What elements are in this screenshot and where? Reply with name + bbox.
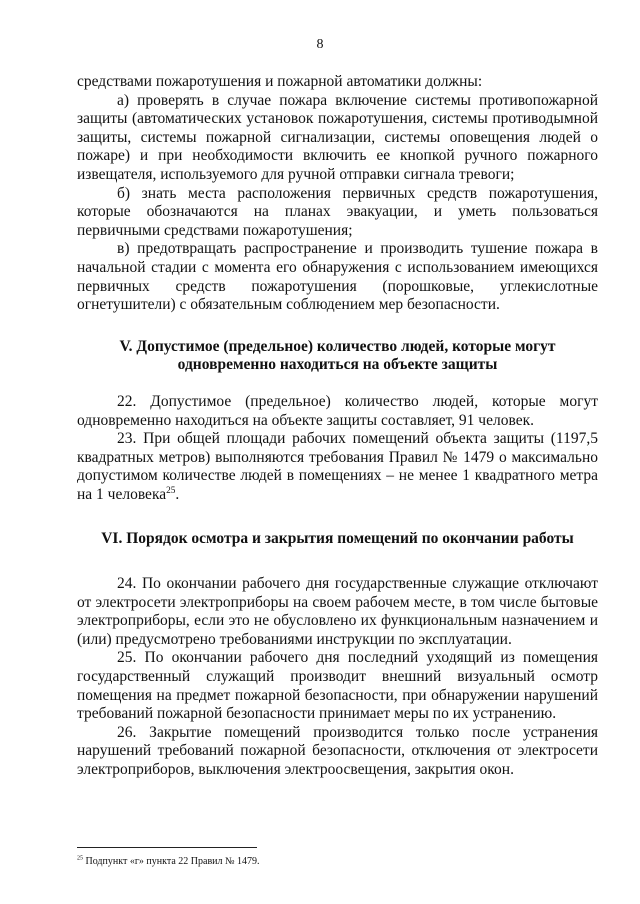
paragraph-intro: средствами пожаротушения и пожарной автоматики должны: [77,73,483,90]
paragraph-item-b: б) знать места расположения первичных средств пожаротушения, которые обозначаются на планах эвакуации, и уметь пользоваться первичными средствами пожаротушения; [77,184,598,239]
document-body [77,73,598,780]
section-heading-v-line2: одновременно находиться на объекте защиты [177,356,498,374]
paragraph-item-a: а) проверять в случае пожара включение системы противопожарной защиты (автоматических установок пожаротушения, системы противодымной защиты, системы пожарной сигнализации, системы оповещения людей о пожаре) и при необходимости включить ее кнопкой ручного пожарного извещателя, используемого для ручной отправки сигнала тревоги; [77,91,598,183]
section-heading-v-line1: V. Допустимое (предельное) количество людей, которые могут [119,337,556,355]
page-number: 8 [316,37,324,52]
footnote-text: Подпункт «г» пункта 22 Правил № 1479. [85,856,260,867]
paragraph-24: 24. По окончании рабочего дня государственные служащие отключают от электросети электроприборы на своем рабочем месте, в том числе бытовые электроприборы, если это не обусловлено их функциональным назначением и (или) предусмотрено требованиями инструкции по эксплуатации. [77,575,598,648]
section-heading-vi: VI. Порядок осмотра и закрытия помещений по окончании работы [101,530,574,548]
paragraph-26: 26. Закрытие помещений производится только после устранения нарушений требований пожарной безопасности, отключения от электросети электроприборов, выключения электроосвещения, закрытия окон. [77,723,598,778]
paragraph-22: 22. Допустимое (предельное) количество людей, которые могут одновременно находиться на объекте защиты составляет, 91 человек. [77,392,598,429]
section-heading-v [77,338,598,375]
footnote-divider [77,847,257,848]
paragraph-23: 23. При общей площади рабочих помещений объекта защиты (1197,5 квадратных метров) выполняются требования Правил № 1479 о максимально допустимом количестве людей в помещениях – не менее 1 квадратного метра на 1 человека$^{25}$. [77,430,598,503]
footnote [77,856,260,867]
footnote-ref[interactable]: 25 [166,485,176,496]
footnote-number: 25 [77,855,83,862]
paragraph-23-text: 23. При общей площади рабочих помещений объекта защиты (1197,5 квадратных метров) выполняются требования Правил № 1479 о максимально допустимом количестве людей в помещениях – не менее 1 квадратного метра на 1 человека [77,430,598,503]
paragraph-item-v: в) предотвращать распространение и производить тушение пожара в начальной стадии с момента его обнаружения с использованием имеющихся первичных средств пожаротушения (порошковые, углекислотные огнетушители) с обязательным соблюдением мер безопасности. [77,240,598,314]
paragraph-25: 25. По окончании рабочего дня последний уходящий из помещения государственный служащий производит внешний визуальный осмотр помещения на предмет пожарной безопасности, при обнаружении нарушений требований пожарной безопасности принимает меры по их устранению. [77,649,598,723]
